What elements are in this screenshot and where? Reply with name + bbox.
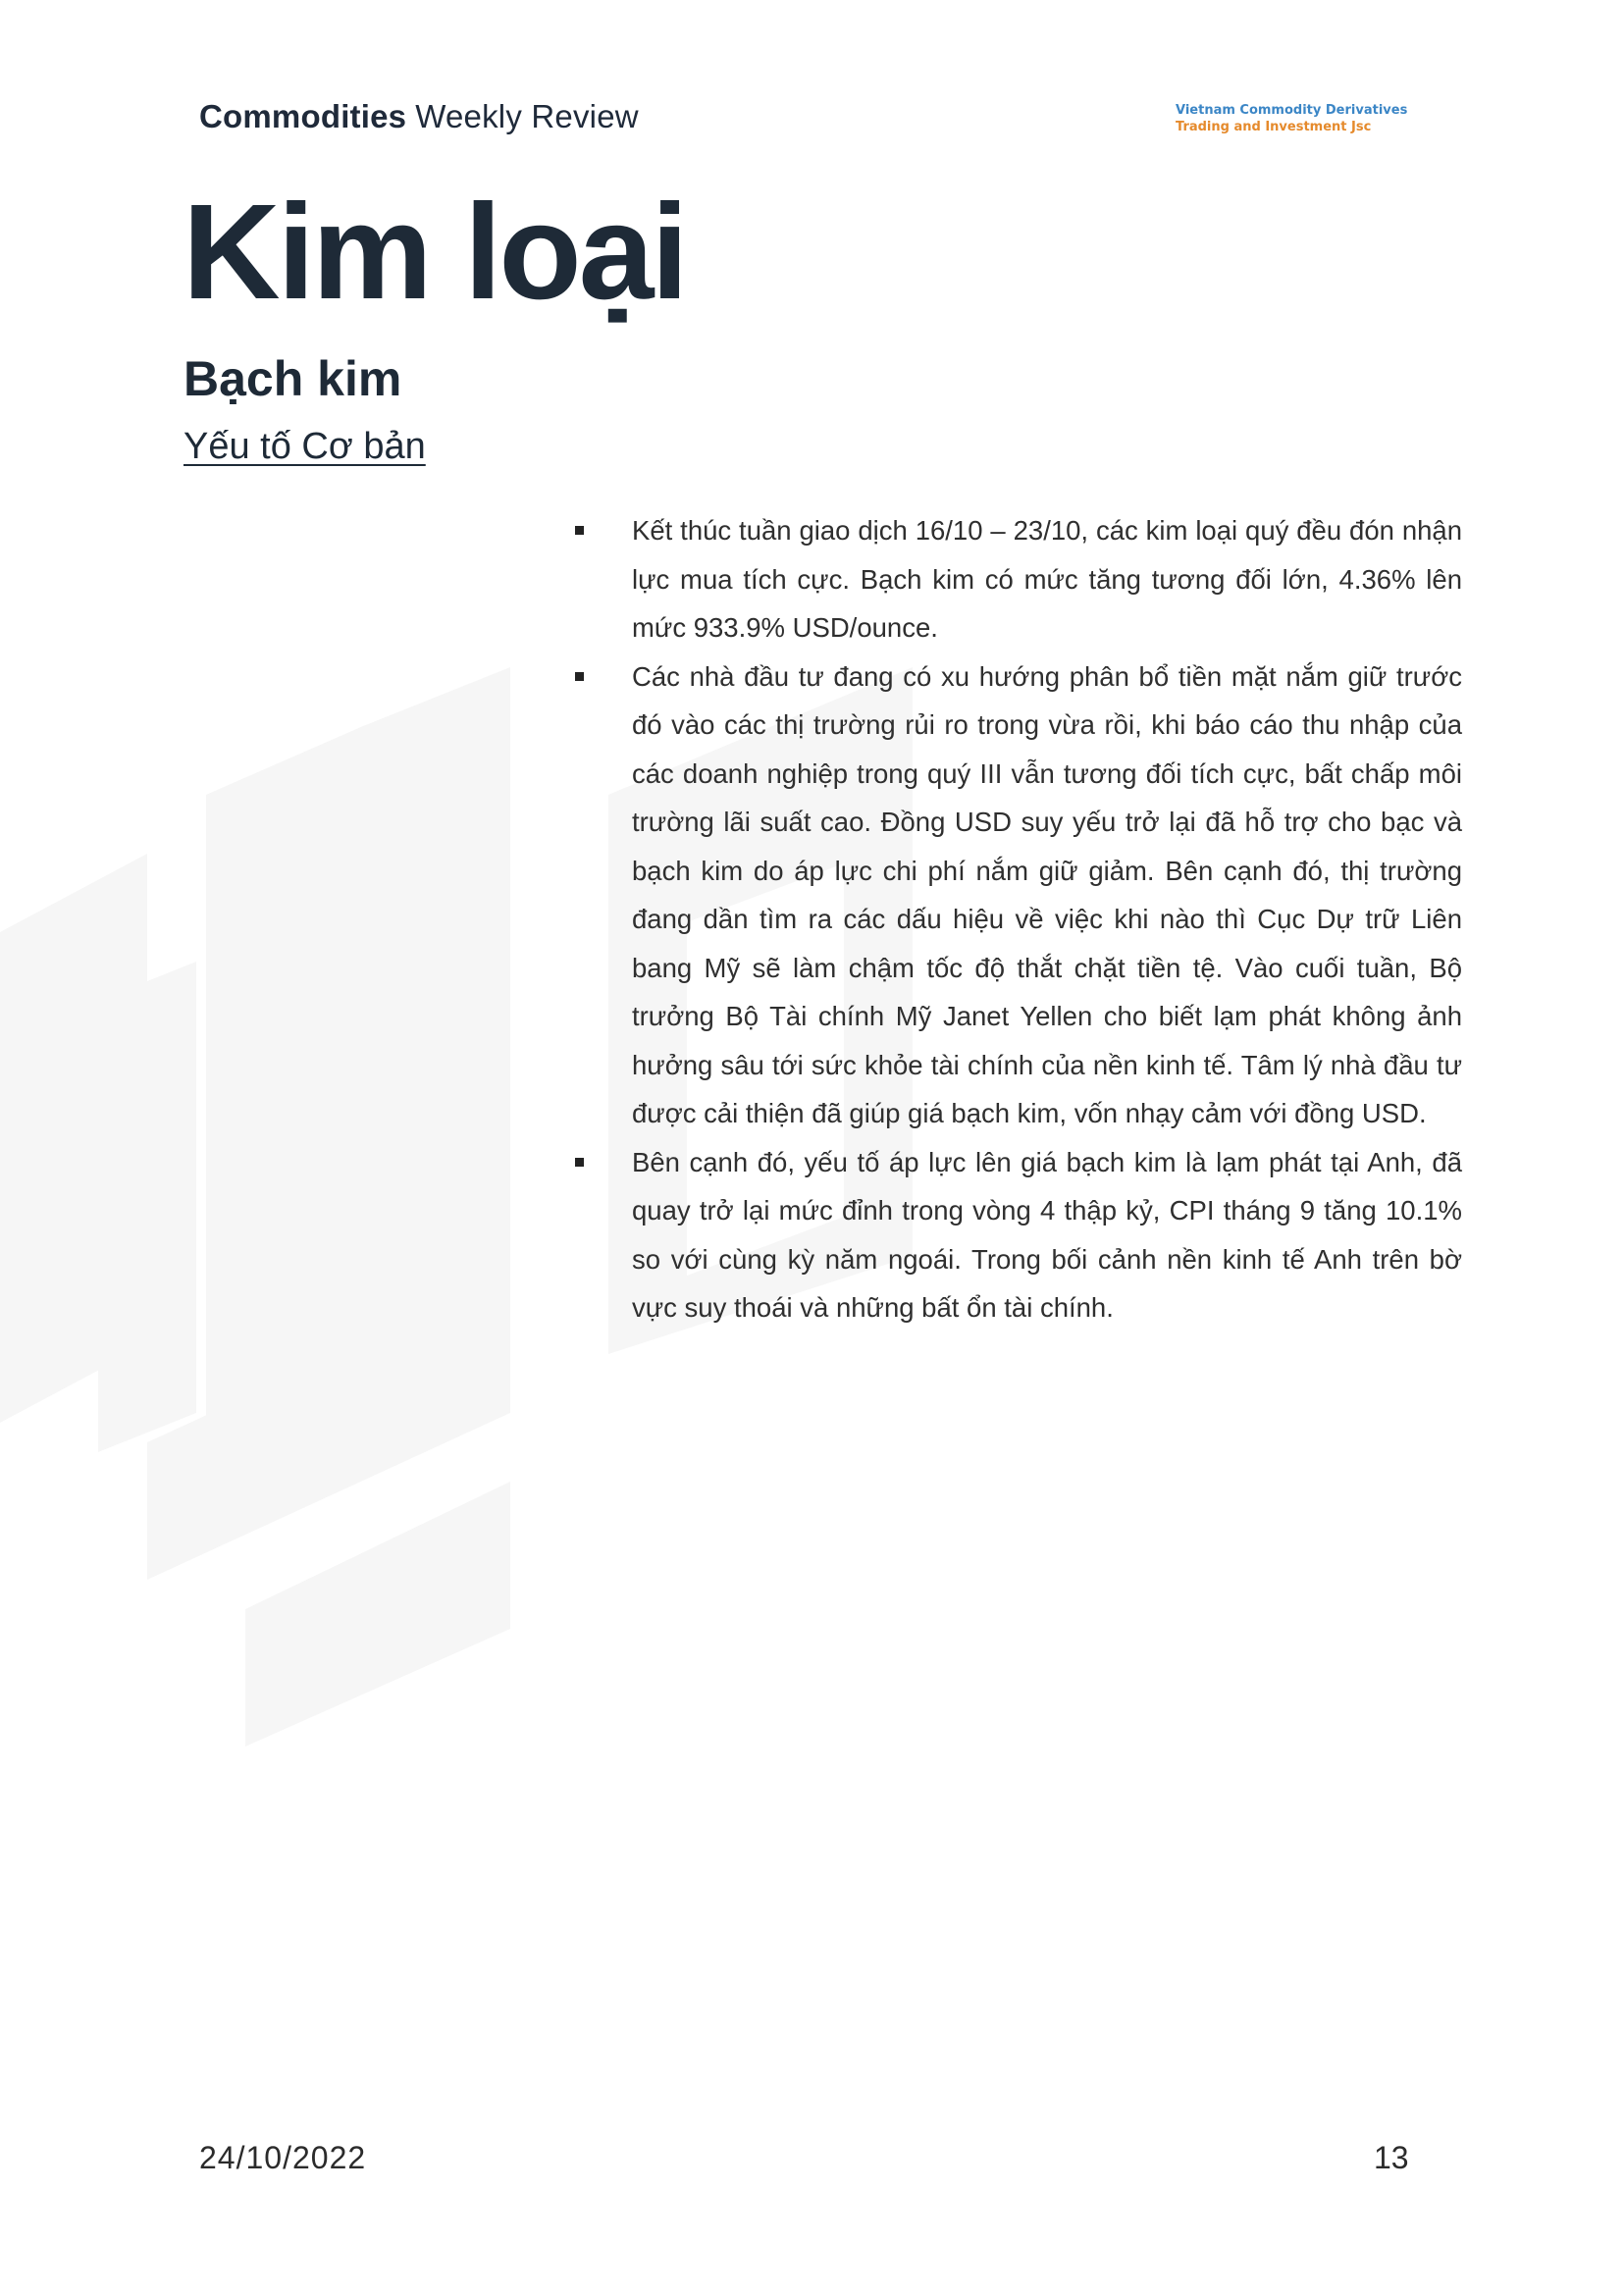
report-header bbox=[199, 98, 639, 135]
bullet-list bbox=[569, 506, 1462, 1332]
bullet-item bbox=[569, 652, 1462, 1138]
bullet-square-icon bbox=[575, 672, 584, 681]
page-number: 13 bbox=[1374, 2140, 1409, 2175]
company-logo bbox=[1176, 102, 1407, 135]
bullet-item bbox=[569, 506, 1462, 652]
subsection-title: Bạch kim bbox=[183, 351, 402, 406]
footer-date: 24/10/2022 bbox=[199, 2140, 367, 2175]
bullet-item bbox=[569, 1138, 1462, 1332]
report-name-light: Weekly Review bbox=[415, 98, 639, 134]
bullet-text: Bên cạnh đó, yếu tố áp lực lên giá bạch kim là lạm phát tại Anh, đã quay trở lại mức đỉnh trong vòng 4 thập kỷ, CPI tháng 9 tăng 10.1% so với cùng kỳ năm ngoái. Trong bối cảnh nền kinh tế Anh trên bờ vực suy thoái và những bất ổn tài chính. bbox=[632, 1146, 1462, 1323]
logo-line-2: Trading and Investment Jsc bbox=[1176, 120, 1372, 134]
bullet-square-icon bbox=[575, 1158, 584, 1167]
topic-title: Yếu tố Cơ bản bbox=[183, 426, 426, 467]
bullet-text: Các nhà đầu tư đang có xu hướng phân bổ tiền mặt nắm giữ trước đó vào các thị trường rủi ro trong vừa rồi, khi báo cáo thu nhập của các doanh nghiệp trong quý III vẫn tương đối tích cực, bất chấp môi trường lãi suất cao. Đồng USD suy yếu trở lại đã hỗ trợ cho bạc và bạch kim do áp lực chi phí nắm giữ giảm. Bên cạnh đó, thị trường đang dần tìm ra các dấu hiệu về việc khi nào thì Cục Dự trữ Liên bang Mỹ sẽ làm chậm tốc độ thắt chặt tiền tệ. Vào cuối tuần, Bộ trưởng Bộ Tài chính Mỹ Janet Yellen cho biết lạm phát không ảnh hưởng sâu tới sức khỏe tài chính của nền kinh tế. Tâm lý nhà đầu tư được cải thiện đã giúp giá bạch kim, vốn nhạy cảm với đồng USD. bbox=[632, 660, 1462, 1128]
logo-line-1: Vietnam Commodity Derivatives bbox=[1176, 103, 1408, 118]
section-title: Kim loại bbox=[183, 177, 686, 328]
bullet-text: Kết thúc tuần giao dịch 16/10 – 23/10, các kim loại quý đều đón nhận lực mua tích cực. Bạch kim có mức tăng tương đối lớn, 4.36% lên mức 933.9% USD/ounce. bbox=[632, 515, 1462, 643]
report-name-bold: Commodities bbox=[199, 98, 407, 134]
bullet-square-icon bbox=[575, 526, 584, 535]
